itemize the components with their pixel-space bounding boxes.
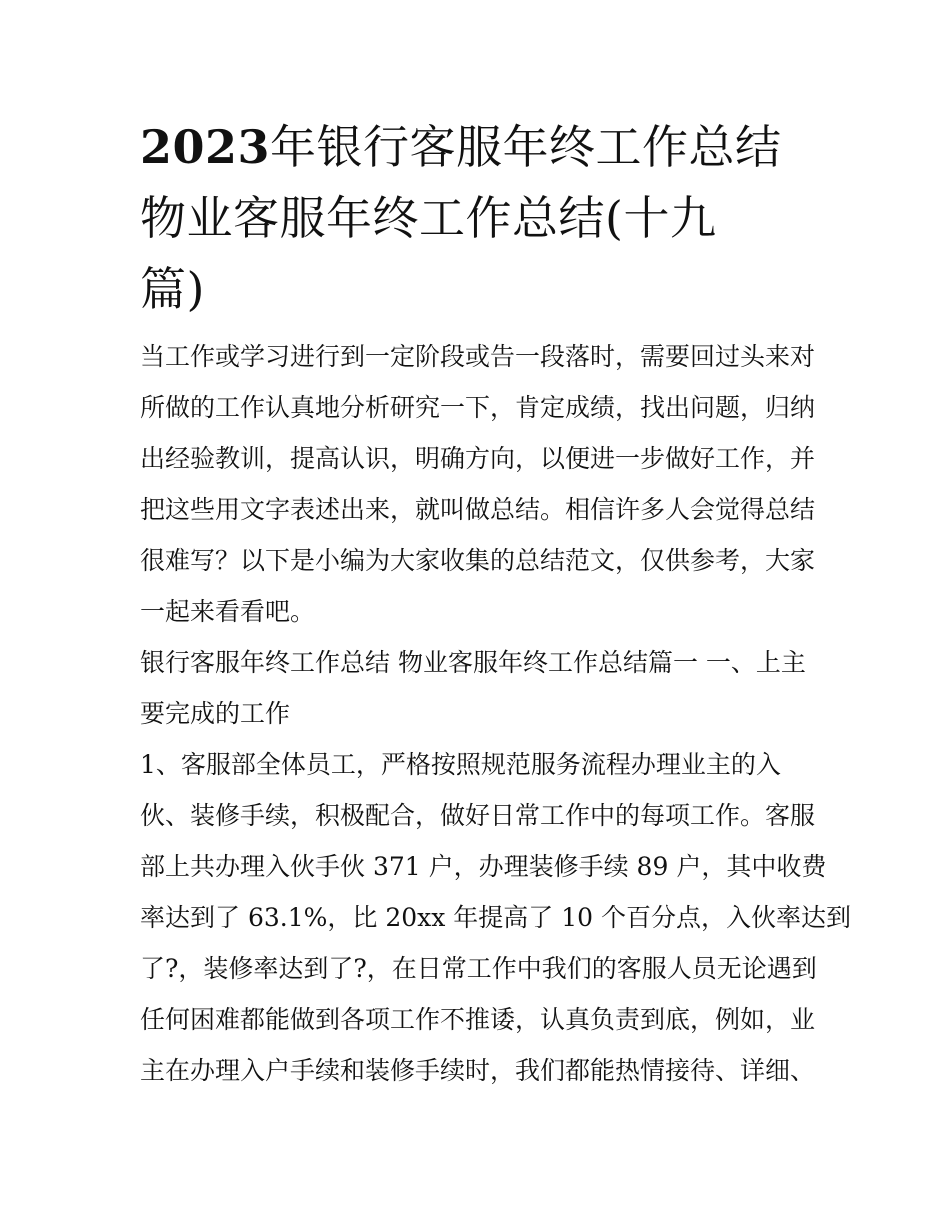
title-line-1 [140, 112, 820, 183]
intro-line: 把这些用文字表述出来，就叫做总结。相信许多人会觉得总结 [140, 495, 816, 524]
work-item-line: 1、客服部全体员工，严格按照规范服务流程办理业主的入 [140, 750, 781, 779]
intro-line: 一起来看看吧。 [140, 597, 316, 626]
intro-line: 当工作或学习进行到一定阶段或告一段落时，需要回过头来对 [140, 342, 816, 371]
section-heading-line: 银行客服年终工作总结 物业客服年终工作总结篇一 一、上主 [140, 648, 806, 677]
work-item-line: 了?，装修率达到了?，在日常工作中我们的客服人员无论遇到 [140, 954, 817, 983]
title-year: 2023 [140, 120, 271, 174]
intro-line: 出经验教训，提高认识，明确方向，以便进一步做好工作，并 [140, 444, 816, 473]
title-line-3: 篇) [140, 262, 205, 316]
document-title [140, 112, 820, 325]
document-content [140, 112, 851, 1096]
section-heading [140, 637, 820, 739]
work-item-line: 任何困难都能做到各项工作不推诿，认真负责到底，例如，业 [140, 1005, 816, 1034]
work-item-line: 部上共办理入伙手伙 371 户，办理装修手续 89 户，其中收费 [140, 852, 827, 881]
title-line-2: 物业客服年终工作总结(十九 [140, 191, 717, 245]
intro-paragraph [140, 331, 820, 637]
work-item-line: 伙、装修手续，积极配合，做好日常工作中的每项工作。客服 [140, 801, 816, 830]
work-item-line: 率达到了 63.1%，比 20xx 年提高了 10 个百分点，入伙率达到 [140, 903, 851, 932]
section-heading-line: 要完成的工作 [140, 699, 291, 728]
work-item-1 [140, 739, 851, 1096]
intro-line: 所做的工作认真地分析研究一下，肯定成绩，找出问题，归纳 [140, 393, 816, 422]
title-line-1-rest: 年银行客服年终工作总结 [270, 120, 782, 174]
work-item-line: 主在办理入户手续和装修手续时，我们都能热情接待、详细、 [140, 1056, 816, 1085]
intro-line: 很难写？以下是小编为大家收集的总结范文，仅供参考，大家 [140, 546, 816, 575]
